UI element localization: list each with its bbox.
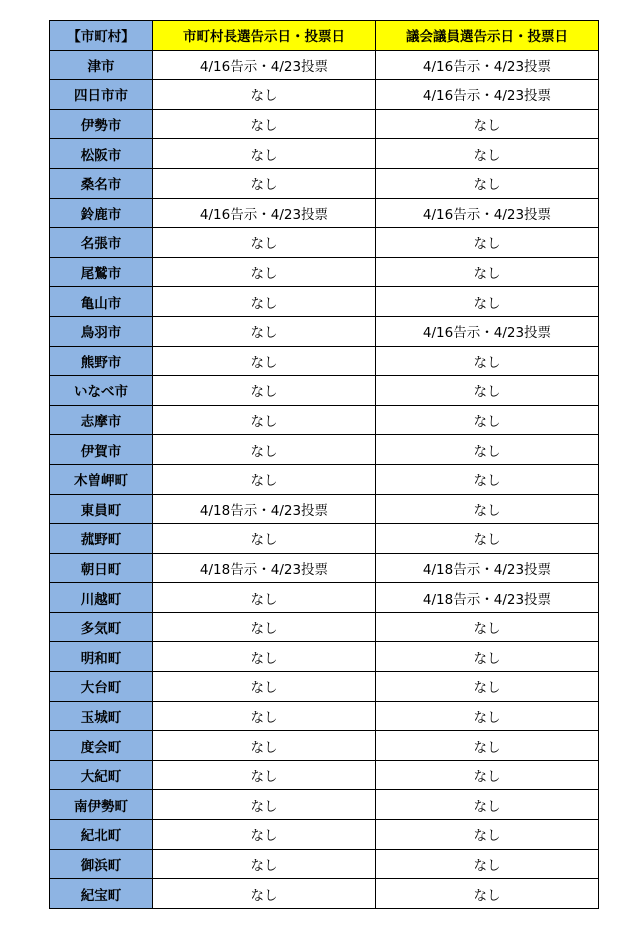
municipality-cell: 大台町 [50, 672, 153, 702]
table-row [50, 553, 599, 583]
municipality-cell: 名張市 [50, 228, 153, 258]
mayor-election-cell: なし [153, 642, 376, 672]
municipality-cell: 南伊勢町 [50, 790, 153, 820]
council-election-cell: なし [376, 879, 599, 909]
table-row [50, 287, 599, 317]
council-election-cell: なし [376, 820, 599, 850]
council-election-cell: なし [376, 168, 599, 198]
table-row [50, 672, 599, 702]
municipality-cell: 尾鷲市 [50, 257, 153, 287]
council-election-cell: なし [376, 257, 599, 287]
mayor-election-cell: 4/18告示・4/23投票 [153, 553, 376, 583]
municipality-cell: 度会町 [50, 731, 153, 761]
municipality-cell: 鈴鹿市 [50, 198, 153, 228]
table-row [50, 790, 599, 820]
municipality-cell: 四日市市 [50, 80, 153, 110]
municipality-cell: 菰野町 [50, 524, 153, 554]
header-mayor-election: 市町村長選告示日・投票日 [153, 21, 376, 51]
table-row [50, 80, 599, 110]
municipality-cell: 大紀町 [50, 760, 153, 790]
mayor-election-cell: なし [153, 346, 376, 376]
table-row [50, 849, 599, 879]
municipality-cell: 東員町 [50, 494, 153, 524]
mayor-election-cell: なし [153, 109, 376, 139]
mayor-election-cell: なし [153, 820, 376, 850]
table-row [50, 820, 599, 850]
council-election-cell: なし [376, 790, 599, 820]
mayor-election-cell: なし [153, 464, 376, 494]
table-row [50, 139, 599, 169]
council-election-cell: 4/16告示・4/23投票 [376, 198, 599, 228]
municipality-cell: 鳥羽市 [50, 316, 153, 346]
table-row [50, 879, 599, 909]
council-election-cell: なし [376, 701, 599, 731]
municipality-cell: 津市 [50, 50, 153, 80]
council-election-cell: なし [376, 376, 599, 406]
mayor-election-cell: なし [153, 701, 376, 731]
municipality-cell: 紀北町 [50, 820, 153, 850]
table-row [50, 760, 599, 790]
table-row [50, 583, 599, 613]
mayor-election-cell: なし [153, 849, 376, 879]
table-row [50, 346, 599, 376]
municipality-cell: 明和町 [50, 642, 153, 672]
municipality-cell: 亀山市 [50, 287, 153, 317]
council-election-cell: なし [376, 642, 599, 672]
table-row [50, 257, 599, 287]
table-row [50, 435, 599, 465]
table-row [50, 228, 599, 258]
table-row [50, 494, 599, 524]
council-election-cell: 4/18告示・4/23投票 [376, 583, 599, 613]
council-election-cell: なし [376, 464, 599, 494]
mayor-election-cell: なし [153, 435, 376, 465]
table-row [50, 464, 599, 494]
table-row [50, 405, 599, 435]
council-election-cell: 4/16告示・4/23投票 [376, 316, 599, 346]
header-municipality: 【市町村】 [50, 21, 153, 51]
mayor-election-cell: なし [153, 80, 376, 110]
municipality-cell: 伊賀市 [50, 435, 153, 465]
council-election-cell: なし [376, 346, 599, 376]
table-row [50, 612, 599, 642]
mayor-election-cell: なし [153, 731, 376, 761]
mayor-election-cell: なし [153, 316, 376, 346]
municipality-cell: 御浜町 [50, 849, 153, 879]
council-election-cell: なし [376, 228, 599, 258]
council-election-cell: なし [376, 109, 599, 139]
council-election-cell: 4/18告示・4/23投票 [376, 553, 599, 583]
mayor-election-cell: なし [153, 524, 376, 554]
council-election-cell: なし [376, 760, 599, 790]
table-row [50, 168, 599, 198]
mayor-election-cell: なし [153, 168, 376, 198]
council-election-cell: なし [376, 494, 599, 524]
council-election-cell: なし [376, 672, 599, 702]
table-row [50, 316, 599, 346]
mayor-election-cell: 4/18告示・4/23投票 [153, 494, 376, 524]
mayor-election-cell: なし [153, 405, 376, 435]
municipality-cell: いなべ市 [50, 376, 153, 406]
council-election-cell: なし [376, 731, 599, 761]
council-election-cell: なし [376, 405, 599, 435]
mayor-election-cell: 4/16告示・4/23投票 [153, 198, 376, 228]
mayor-election-cell: なし [153, 790, 376, 820]
municipality-cell: 熊野市 [50, 346, 153, 376]
council-election-cell: 4/16告示・4/23投票 [376, 50, 599, 80]
table-row [50, 198, 599, 228]
table-row [50, 642, 599, 672]
header-row [50, 21, 599, 51]
council-election-cell: なし [376, 849, 599, 879]
table-row [50, 701, 599, 731]
municipality-cell: 伊勢市 [50, 109, 153, 139]
table-row [50, 376, 599, 406]
council-election-cell: なし [376, 524, 599, 554]
council-election-cell: なし [376, 139, 599, 169]
council-election-cell: なし [376, 612, 599, 642]
mayor-election-cell: 4/16告示・4/23投票 [153, 50, 376, 80]
table-row [50, 524, 599, 554]
council-election-cell: 4/16告示・4/23投票 [376, 80, 599, 110]
council-election-cell: なし [376, 287, 599, 317]
mayor-election-cell: なし [153, 257, 376, 287]
municipality-cell: 多気町 [50, 612, 153, 642]
table-row [50, 50, 599, 80]
municipality-cell: 松阪市 [50, 139, 153, 169]
mayor-election-cell: なし [153, 583, 376, 613]
mayor-election-cell: なし [153, 139, 376, 169]
table-row [50, 731, 599, 761]
mayor-election-cell: なし [153, 376, 376, 406]
municipality-cell: 玉城町 [50, 701, 153, 731]
mayor-election-cell: なし [153, 672, 376, 702]
municipality-cell: 朝日町 [50, 553, 153, 583]
mayor-election-cell: なし [153, 879, 376, 909]
mayor-election-cell: なし [153, 228, 376, 258]
municipality-cell: 川越町 [50, 583, 153, 613]
municipality-cell: 木曽岬町 [50, 464, 153, 494]
council-election-cell: なし [376, 435, 599, 465]
municipality-cell: 志摩市 [50, 405, 153, 435]
mayor-election-cell: なし [153, 612, 376, 642]
municipality-cell: 桑名市 [50, 168, 153, 198]
mayor-election-cell: なし [153, 287, 376, 317]
election-schedule-table [49, 20, 599, 909]
municipality-cell: 紀宝町 [50, 879, 153, 909]
table-row [50, 109, 599, 139]
header-council-election: 議会議員選告示日・投票日 [376, 21, 599, 51]
mayor-election-cell: なし [153, 760, 376, 790]
